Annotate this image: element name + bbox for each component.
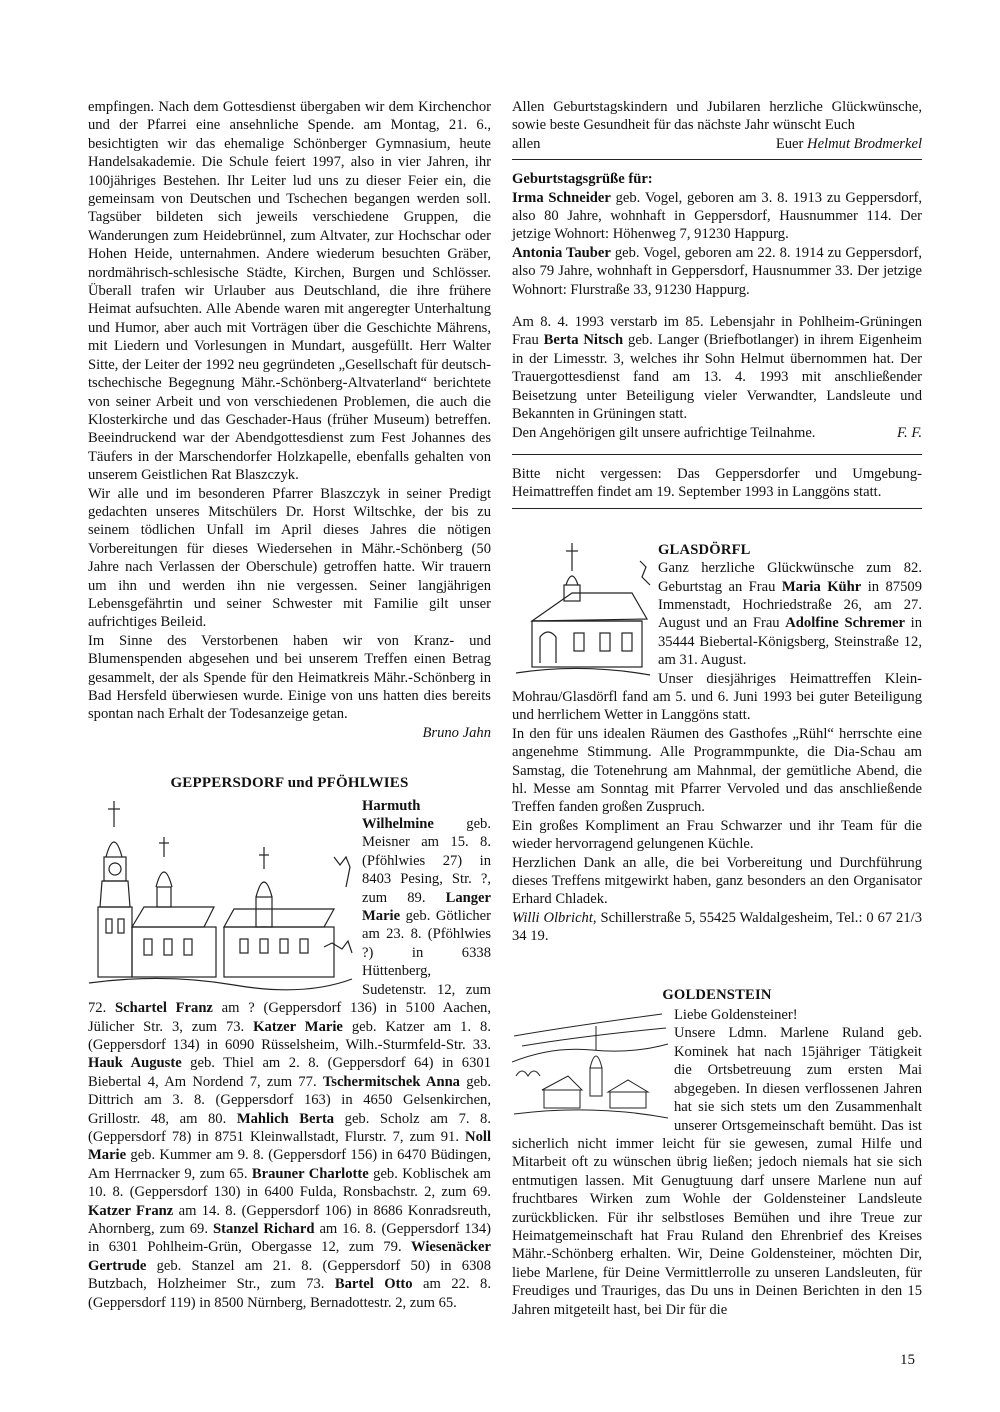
birthday-entry: Harmuth Wilhelmine geb. Meisner am 15. 8. (Pföhlwies 27) in 8403 Pesing, Str. ?, zum 89. <box>362 797 491 906</box>
birthday-entry: Wiesenäcker Gertrude geb. Stanzel am 21. 8. (Geppersdorf 50) in 6308 Butzbach, Holzheimer Str., zum 73. <box>88 1239 491 1293</box>
birthday-entry: Bartel Otto am 22. 8. (Geppersdorf 119) in 8500 Nürnberg, Bernadottestr. 2, zum 65. <box>88 1276 491 1311</box>
section-title-goldenstein: GOLDENSTEIN <box>662 986 772 1003</box>
glasdoerfl-paragraph-5: Herzlichen Dank an alle, die bei Vorbereitung und Durchführung dieses Treffens mitgewirkt haben, ganz besonders an den Organisator Erhard Chladek. <box>512 854 922 908</box>
obituary-closing: Den Angehörigen gilt unsere aufrichtige Teilnahme. F. F. <box>512 424 922 441</box>
birthday-entry: Katzer Franz am 14. 8. (Geppersdorf 106) in 8686 Konradsreuth, Ahornberg, zum 69. <box>88 1202 492 1237</box>
reminder-notice: Bitte nicht vergessen: Das Geppersdorfer und Umgebung-Heimattreffen findet am 19. September 1993 in Langgöns statt. <box>512 465 922 501</box>
obituary-berta-nitsch: Am 8. 4. 1993 verstarb im 85. Lebensjahr in Pohlheim-Grüningen Frau Berta Nitsch geb. Langer (Briefbotlanger) in ihrem Eigenheim in der Limesstr. 3, welches ihr Sohn Helmut übernommen hat. Der Trauergottesdienst fand am 13. 4. 1993 mit anschließender Beisetzung unter Beteiligung vieler Verwandter, Landsleute und Bekannten in Grüningen statt. <box>512 314 922 423</box>
signature-bruno-jahn: Bruno Jahn <box>422 724 491 741</box>
signature-brodmerkel: Helmut Brodmerkel <box>807 135 922 152</box>
divider <box>512 454 922 455</box>
birthday-entry: Schartel Franz am ? (Geppersdorf 136) in 5100 Aachen, Jülicher Str. 3, zum 73. <box>88 1000 492 1035</box>
report-paragraph-3: Im Sinne des Verstorbenen haben wir von Kranz- und Blumenspenden abgesehen und bei unserem Treffen einen Betrag gesammelt, der als Spende für den Heimatkreis Mähr.-Schönberg in Bad Hersfeld überwiesen wurde. Einige von uns hatten dies bereits spontan nach Erhalt der Todesanzeige getan. <box>88 632 491 723</box>
goldenstein-salutation: Liebe Goldensteiner! <box>674 1007 798 1024</box>
page-number: 15 <box>900 1352 915 1368</box>
goldenstein-village-illustration <box>512 1006 670 1124</box>
birthday-antonia-tauber: Antonia Tauber geb. Vogel, geboren am 22. 8. 1914 zu Geppersdorf, also 79 Jahre, wohnhaft in Geppersdorf, Hausnummer 33. Der jetzige Wohnort: Flurstraße 33, 91230 Happurg. <box>512 244 922 298</box>
birthday-entry: Mahlich Berta geb. Scholz am 7. 8. (Geppersdorf 78) in 8751 Kleinwallstadt, Flurstr. 7, zum 91. <box>88 1110 492 1145</box>
birthday-entry: Brauner Charlotte geb. Koblischek am 10. 8. (Geppersdorf 130) in 6400 Fulda, Ronsbachstr. 2, zum 69. <box>88 1165 491 1201</box>
glasdoerfl-signature: Willi Olbricht, Schillerstraße 5, 55425 Waldalgesheim, Tel.: 0 67 21/3 34 19. <box>512 909 923 945</box>
birthday-title: Geburtstagsgrüße für: <box>512 171 653 188</box>
birthday-entry: Katzer Marie geb. Katzer am 1. 8. (Geppersdorf 134) in 6090 Rüsselsheim, Wilh.-Sturmfeld-Str. 33. <box>88 1018 491 1053</box>
divider <box>512 159 922 160</box>
section-title-geppersdorf: GEPPERSDORF und PFÖHLWIES <box>170 775 409 792</box>
glasdoerfl-paragraph-3: In den für uns idealen Räumen des Gasthofes „Rühl“ herrschte eine angenehme Stimmung. Alle Programmpunkte, die Dia-Schau am Samstag, die Totenehrung am Mahnmal, der gemütliche Abend, die hl. Messe am Sonntag mit Pfarrer Vervoled und das anschließende Treffen fanden großen Zuspruch. <box>512 725 922 816</box>
left-column <box>88 98 491 1312</box>
divider <box>512 508 922 509</box>
glasdoerfl-paragraph-4: Ein großes Kompliment an Frau Schwarzer und ihr Team für die wieder hervorragend gelungenen Küchle. <box>512 817 922 853</box>
report-paragraph-2: Wir alle und im besonderen Pfarrer Blaszczyk in seiner Predigt gedachten unseres Mitschülers Dr. Horst Wiltschke, der bis zu seinem tödlichen Unfall im April dieses Jahres die nötigen Vorbereitungen für dieses Wiedersehen in Mähr.-Schönberg (50 Jahre nach Verlassen der Oberschule) getroffen hatte. Wir trauern um ihn und werden ihn nie vergessen. Seiner langjährigen Lebensgefährtin und seiner Schwester mit Familie gilt unser aufrichtiges Beileid. <box>88 485 491 631</box>
goldenstein-paragraph: Unsere Ldmn. Marlene Ruland geb. Kominek hat nach 15jähriger Tätigkeit die Ortsbetreuung zum ersten Mai abgegeben. In diesen verflossenen Jahren hat sie sich stets um den Zusammenhalt unserer Ortsgemeinschaft bemüht. Das ist sicherlich nicht immer leicht für sie gewesen, zumal Hilfe und Mitarbeit oft zu wünschen übrig ließen; jedoch niemals hat sie sich entmutigen lassen. Mit Genugtuung darf unsere Marlene nun auf fruchtbares Wirken zum Wohle der Goldensteiner Landsleute zurückblicken. Für ihr selbstloses Bemühen und ihre Treue zur Heimatgemeinschaft hat Frau Ruland den Ehrenbrief des Kreises Mähr.-Schönberg erhalten. Wir, Deine Goldensteiner, möchten Dir, liebe Marlene, für Deine Vermittlerrolle zu unseren Landsleuten, für Freudiges und Trauriges, das Du uns in Deinen Berichten in den 15 Jahren mitgeteilt hast, bei Dir für die <box>512 1025 922 1318</box>
geppersdorf-church-illustration <box>84 797 356 993</box>
signature-ff: F. F. <box>896 424 922 441</box>
report-paragraph-1: empfingen. Nach dem Gottesdienst übergaben wir dem Kirchenchor und der Pfarrei eine ansehnliche Spende. am Montag, 21. 6., besichtigten wir das ehemalige Schönberger Gymnasium, heute Handelsakademie. Die Schule feiert 1997, also in vier Jahren, ihr 100jähriges Bestehen. Ihr Leiter lud uns zu dieser Feier ein, die gemeinsam von Deutschen und Tschechen begangen werden soll. Tagsüber bildeten sich jeweils verschiedene Gruppen, die Wanderungen zum Heidebrünnel, zum Altvater, zur Hochschar oder Hohen Heide, unternahmen. Andere wiederum besuchten Gräber, nordmährisch-schlesische Städte, Kirchen, Burgen und Schlösser. Überall trafen wir Urlauber aus Deutschland, die ihre frühere Heimat aufsuchten. Alle Abende waren mit angeregter Unterhaltung und Humor, aber auch mit Vorträgen über die Geschichte Mährens, mit Liedern und Vorlesungen in Mundart, ausgefüllt. Herr Walter Sitte, der Leiter der 1992 neu gegründeten „Gesellschaft für deutsch-tschechische Begegnung Mähr.-Schönberg-Altvaterland“ berichtete von seiner Arbeit und von verschiedenen Problemen, die auch die Klosterkirche und das Geschader-Haus (früher Museum) betreffen. Beeindruckend war der Abendgottesdienst zum Fest Johannes des Täufers in der Marschendorfer Holzkapelle, ebenfalls gehalten von unserem Geistlichen Rat Blaszczyk. <box>88 99 491 484</box>
right-column <box>512 98 922 1319</box>
birthday-entry: Langer Marie geb. Götlicher am 23. 8. (Pföhlwies ?) in 6338 Hüttenberg, Sudetenstr. 12, zum 72. <box>88 889 491 1017</box>
glasdoerfl-birthday-wishes: Ganz herzliche Glückwünsche zum 82. Geburtstag an Frau Maria Kühr in 87509 Immenstadt, Hochriedstraße 26, am 27. August und an Frau Adolfine Schremer in 35444 Biebertal-Königsberg, Steinstraße 12, am 31. August. <box>658 560 922 669</box>
glasdoerfl-paragraph-2: Unser diesjähriges Heimattreffen Klein-Mohrau/Glasdörfl fand am 5. und 6. Juni 1993 bei guter Beteiligung und herrlichem Wetter in Langgöns statt. <box>512 670 922 724</box>
section-title-glasdoerfl: GLASDÖRFL <box>658 541 751 558</box>
birthday-entry: Hauk Auguste geb. Thiel am 2. 8. (Geppersdorf 64) in 6301 Biebertal 4, Am Nordend 7, zum 77. <box>88 1055 491 1090</box>
glasdoerfl-chapel-illustration <box>512 541 652 679</box>
birthday-entry: Noll Marie geb. Kummer am 9. 8. (Geppersdorf 156) in 6470 Büdingen, Am Herrnacker 9, zum 65. <box>88 1128 491 1182</box>
birthday-irma-schneider: Irma Schneider geb. Vogel, geboren am 3. 8. 1913 zu Geppersdorf, also 80 Jahre, wohnhaft in Geppersdorf, Hausnummer 114. Der jetzige Wohnort: Höhenweg 7, 91230 Happurg. <box>512 189 922 243</box>
greeting-closing: allen Euer Helmut Brodmerkel <box>512 135 922 152</box>
birthday-entry: Stanzel Richard am 16. 8. (Geppersdorf 134) in 6301 Pohlheim-Grün, Obergasse 12, zum 79. <box>88 1220 491 1256</box>
birthday-entry: Tschermitschek Anna geb. Dittrich am 3. 8. (Geppersdorf 163) in 4650 Gelsenkirchen, Grillostr. 48, am 80. <box>88 1073 491 1127</box>
greeting-paragraph: Allen Geburtstagskindern und Jubilaren herzliche Glückwünsche, sowie beste Gesundheit für das nächste Jahr wünscht Euch <box>512 99 922 134</box>
